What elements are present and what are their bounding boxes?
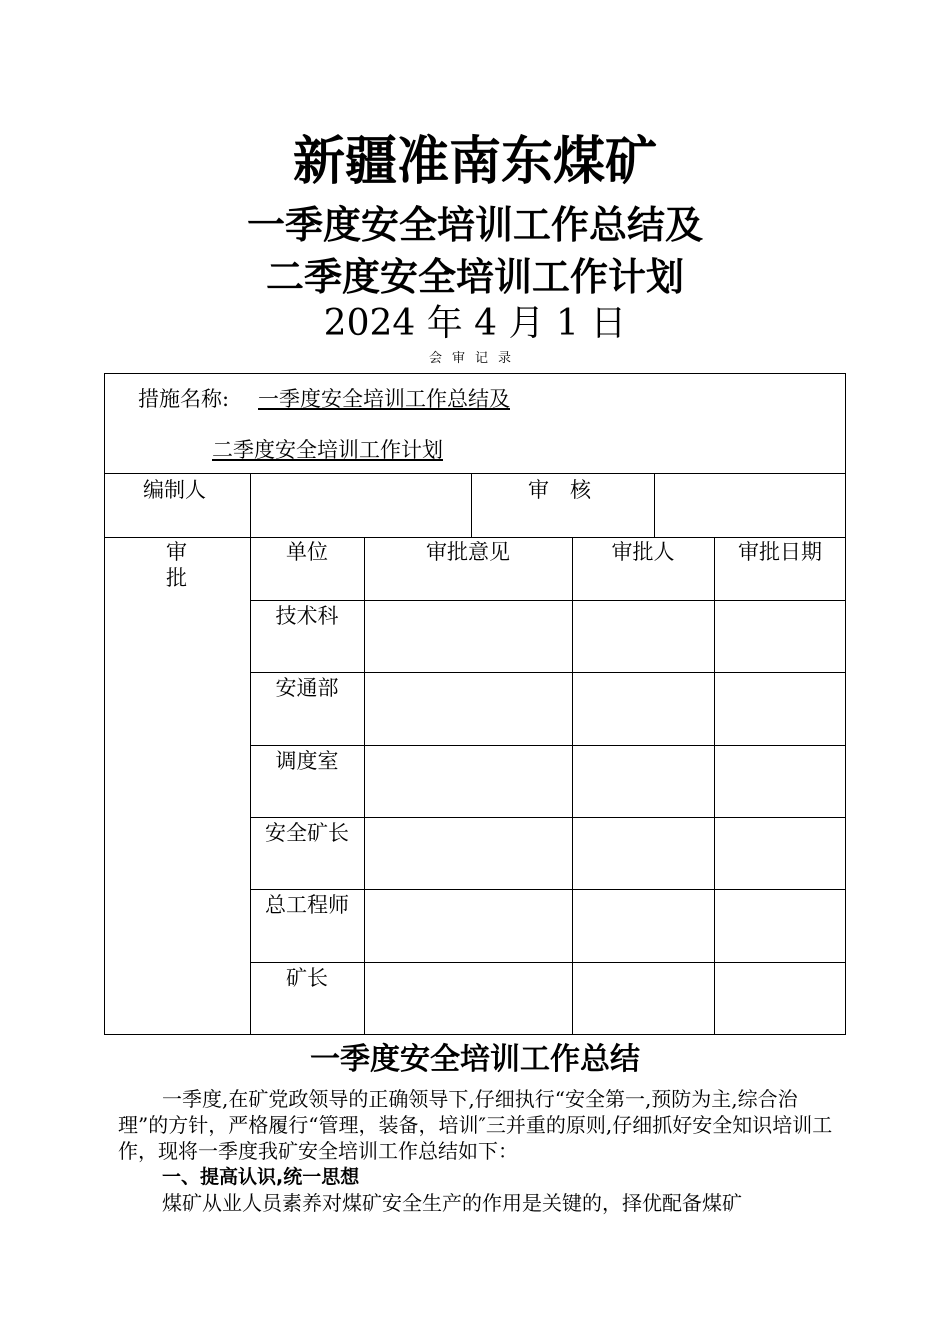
table-divider xyxy=(572,537,573,1035)
table-divider xyxy=(250,473,251,537)
section-1-paragraph: 煤矿从业人员素养对煤矿安全生产的作用是关键的，择优配备煤矿 xyxy=(162,1191,742,1215)
table-divider xyxy=(250,962,846,963)
unit-mine-director: 矿长 xyxy=(286,966,328,990)
table-divider xyxy=(654,473,655,537)
column-header-unit: 单位 xyxy=(286,540,328,564)
reviewer-label: 审 核 xyxy=(528,478,591,502)
measure-name-label: 措施名称: xyxy=(138,387,230,411)
table-divider xyxy=(714,537,715,1035)
unit-chief-engineer: 总工程师 xyxy=(265,893,349,917)
column-header-approver: 审批人 xyxy=(611,540,675,564)
summary-intro-paragraph: 一季度,在矿党政领导的正确领导下,仔细执行“安全第一,预防为主,综合治理”的方针，严格履行“管理，装备，培训″三并重的原则,仔细抓好安全知识培训工作，现将一季度我矿安全培训工作总结如下： xyxy=(118,1087,833,1163)
table-divider xyxy=(364,537,365,1035)
table-divider xyxy=(250,745,846,746)
unit-safety-manager: 安全矿长 xyxy=(265,821,349,845)
table-divider xyxy=(250,889,846,890)
review-record-caption: 会审记录 xyxy=(428,351,521,366)
table-divider xyxy=(250,817,846,818)
mine-name: 新疆准南东煤矿 xyxy=(292,132,657,192)
table-divider xyxy=(250,600,846,601)
section-1-heading: 一、提高认识,统一思想 xyxy=(162,1166,360,1188)
table-divider xyxy=(104,473,846,474)
summary-title: 一季度安全培训工作总结 xyxy=(310,1042,640,1077)
unit-safety-ventilation: 安通部 xyxy=(275,676,339,700)
column-header-opinion: 审批意见 xyxy=(426,540,510,564)
column-header-date: 审批日期 xyxy=(738,540,822,564)
compiler-label: 编制人 xyxy=(143,478,206,502)
measure-name-line-2: 二季度安全培训工作计划 xyxy=(212,438,443,462)
document-date: 2024 年 4 月 1 日 xyxy=(323,303,627,344)
unit-technical: 技术科 xyxy=(275,604,339,628)
title-line-1: 一季度安全培训工作总结及 xyxy=(246,203,703,247)
approval-label-top: 审 xyxy=(166,540,187,564)
title-line-2: 二季度安全培训工作计划 xyxy=(265,255,684,299)
unit-dispatch: 调度室 xyxy=(275,749,339,773)
approval-label-bottom: 批 xyxy=(166,566,187,590)
table-divider xyxy=(104,537,846,538)
measure-name-line-1: 一季度安全培训工作总结及 xyxy=(258,387,510,411)
table-divider xyxy=(471,473,472,537)
table-divider xyxy=(250,672,846,673)
